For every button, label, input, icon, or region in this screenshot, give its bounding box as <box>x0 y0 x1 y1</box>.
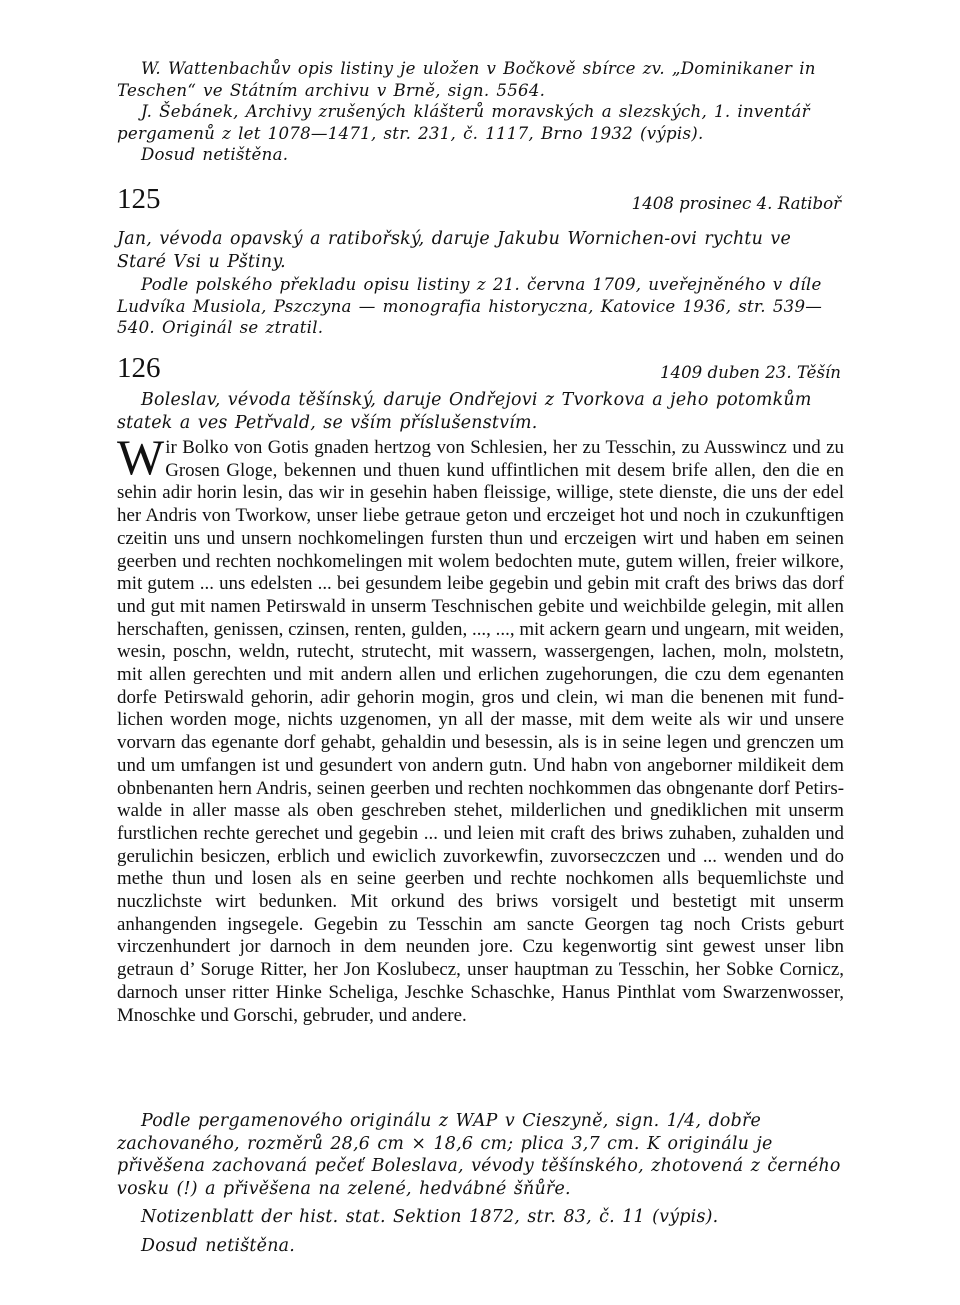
entry-125-heading <box>117 175 841 215</box>
entry-126-date-place: 1409 duben 23. Těšín <box>660 363 841 382</box>
entry-125-note-text: Podle polského překladu opisu listiny z 21. června 1709, uveřejněného v díle Ludvíka Musiola, Pszczyna — monografia historyczna, Katovice 1936, str. 539—540. Originál se ztratil. <box>117 275 823 337</box>
charter-text <box>117 429 844 1027</box>
entry-125-summary-text: Jan, vévoda opavský a ratibořský, daruje Jakubu Wornichen-ovi rychtu ve Staré Vsi u Pštiny. <box>117 229 791 272</box>
entry-125-summary <box>117 228 841 273</box>
entry-126-note-notizenblatt: Notizenblatt der hist. stat. Sektion 1872, str. 83, č. 11 (výpis). <box>141 1207 719 1227</box>
entry-126-heading <box>117 344 841 384</box>
entry-125-number: 125 <box>117 183 161 215</box>
entry-125-date-place: 1408 prosinec 4. Ratiboř <box>631 194 841 213</box>
intro-note-wattenbach: W. Wattenbachův opis listiny je uložen v Bočkově sbírce zv. „Dominikaner in Teschen“ ve Státním archivu v Brně, sign. 5564. <box>117 59 816 100</box>
intro-notes <box>117 58 841 166</box>
charter-body: ir Bolko von Gotis gnaden hertzog von Schlesien, her zu Tesschin, zu Ausswincz und zu Grosen Gloge, bekennen und thuen kund uffintlichen mit desem brife allen, den die en sehin adir horin lesin, das wir in gesehin haben fleissige, willige, stete dienste, die uns der edel her Andris von Tworkow, unser liebe getraue geton und erczeiget hot und noch in czukunftigen czeitin uns und unsern nochkomelingen fursten thun und erczeigen wirt und haben em seinen geerben und rechten nochkomelingen mit wolem bedochten mute, gutem willen, freier wilkore, mit gutem ... uns edelsten ... bei gesundem leibe gegebin und gebin mit craft des briws das dorf und gut mit namen Petirswald in unserm Teschnischen gebite und weichbilde gelegin, mit allen herschaften, genissen, czinsen, renten, gulden, ..., ..., mit ackern gearn und ungearn, mit weiden, wesin, poschn, weldn, rutecht, strutecht, mit wassern, wassergengen, lachen, moln, molstetn, mit allen gerechten und mit andern allen und erlichen zugehorungen, die czu dem egenanten dorfe Petirswald gehorin, adir gehorin mogin, gros und clein, wi man die benenen mit fundlichen worden moge, nichts uzgenomen, yn all der masse, mit dem weite als wir und unsere vorvarn das egenante dorf gehabt, gehaldin und besessin, als is in seine legen und grenczen um und um umfangen ist und gesundert von andern gutn. Und habn von angeborner mildikeit dem obnbenanten hern Andris, seinen geerben und rechten nochkommen das obngenante dorf Petirswalde in aller masse als oben geschreben stehet, milderlichen und gnediklichen mit unserm furstlichen rechte gerechet und gegebin ... und leien mit craft des briws zuhaben, zuhalden und gerulichin besiczen, erblich und ewiclich zuvorkewfin, zuvorseczczen und ... wenden und do methe thun und losen als en seine geerben und rechte nochkomen alls bequemlichste und nuczlichste wirt bedunken. Mit orkund des briws vorsigelt und bestetigt mit unserm anhangenden ingsegele. Gegebin zu Tesschin am sancte Georgen tag noch Crists geburt virczenhundert jor darnoch in dem neunden jore. Czu kegenwortig sint gewest unser libn getraun d’ Soruge Ritter, her Jon Koslubecz, unser hauptman zu Tesschin, her Sobke Cornicz, darnoch unser ritter Hinke Scheliga, Jeschke Schaschke, Hanus Pinthlat vom Swarzenwosser, Mnoschke und Gorschi, gebruder, und andere. <box>117 437 844 1026</box>
intro-note-sebanek: J. Šebánek, Archivy zrušených klášterů moravských a slezských, 1. inventář pergamenů z let 1078—1471, str. 231, č. 1117, Brno 1932 (výpis). <box>117 102 810 143</box>
drop-cap: W <box>117 429 165 485</box>
entry-126-note-source: Podle pergamenového originálu z WAP v Cieszyně, sign. 1/4, dobře zachovaného, rozměrů 28,6 cm × 18,6 cm; plica 3,7 cm. K originálu je přivěšena zachovaná pečeť Boleslava, vévody těšínského, zhotovená z černého vosku (!) a přivěšena na zelené, hedvábné šňůře. <box>117 1111 841 1199</box>
entry-126-summary-text: Boleslav, vévoda těšínský, daruje Ondřejovi z Tvorkova a jeho potomkům statek a ves Petřvald, se vším příslušenstvím. <box>117 390 812 433</box>
entry-126-note-unpublished: Dosud netištěna. <box>141 1235 296 1256</box>
entry-126-number: 126 <box>117 352 161 384</box>
entry-125-note <box>117 274 841 339</box>
entry-126-notes <box>117 1110 841 1257</box>
entry-126-summary <box>117 389 841 434</box>
intro-note-unpublished: Dosud netištěna. <box>141 145 289 164</box>
